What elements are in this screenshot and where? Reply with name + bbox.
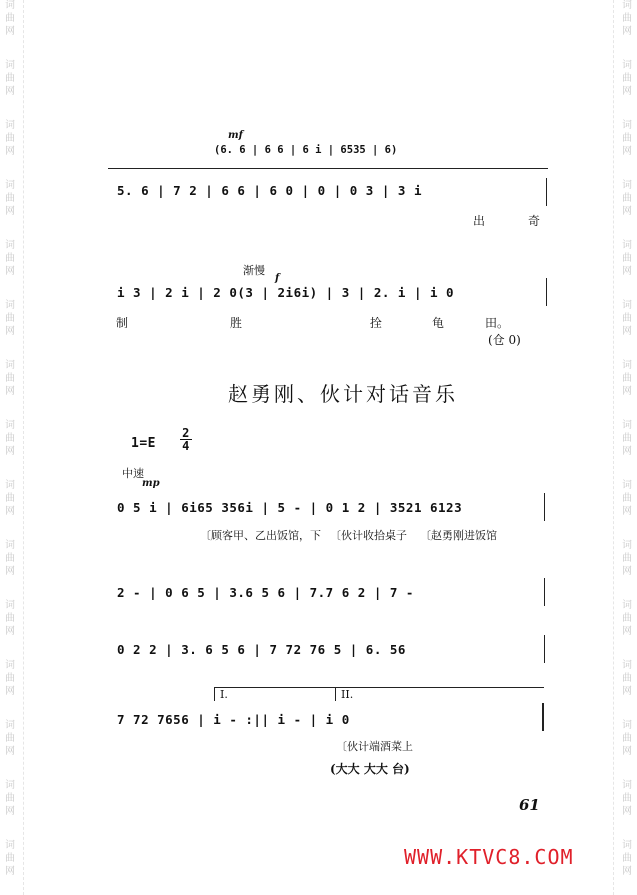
left-watermark-char: 网: [5, 26, 15, 37]
left-watermark-char: 曲: [5, 853, 15, 864]
time-signature: [180, 427, 192, 452]
right-watermark-char: 词: [622, 180, 632, 191]
key-signature: 1=E: [131, 436, 156, 451]
left-watermark-char: 网: [5, 866, 15, 877]
system1-cue-line: (6. 6 | 6 6 | 6 i | 6535 | 6): [214, 144, 398, 156]
system2-lyric-2: 胜: [230, 316, 243, 330]
system1-staff-line: [108, 168, 548, 169]
right-watermark-char: 曲: [622, 13, 632, 24]
right-watermark-char: 曲: [622, 73, 632, 84]
left-watermark-char: 网: [5, 446, 15, 457]
right-watermark-char: 网: [622, 566, 632, 577]
volta-1-start: [214, 687, 215, 701]
right-watermark-char: 词: [622, 120, 632, 131]
dynamic-mf: mf: [228, 130, 243, 141]
right-watermark-char: 曲: [622, 313, 632, 324]
left-margin-rule: [23, 0, 24, 895]
right-watermark-char: 曲: [622, 433, 632, 444]
right-watermark-char: 词: [622, 720, 632, 731]
left-watermark-char: 网: [5, 386, 15, 397]
right-watermark-char: 曲: [622, 793, 632, 804]
right-watermark-char: 曲: [622, 193, 632, 204]
right-watermark-char: 曲: [622, 553, 632, 564]
system1-end-barline: [546, 178, 547, 206]
system3-melody: 0 5 i | 6i65 356i | 5 - | 0 1 2 | 3521 6123: [117, 500, 463, 515]
system1-lyric-2: 奇: [528, 214, 541, 228]
right-watermark-char: 曲: [622, 493, 632, 504]
right-watermark-char: 曲: [622, 373, 632, 384]
left-watermark-char: 曲: [5, 733, 15, 744]
left-watermark-char: 网: [5, 506, 15, 517]
left-watermark-char: 网: [5, 566, 15, 577]
right-watermark-char: 网: [622, 746, 632, 757]
right-watermark-char: 网: [622, 206, 632, 217]
left-watermark-char: 网: [5, 686, 15, 697]
system1-melody: 5. 6 | 7 2 | 6 6 | 6 0 | 0 | 0 3 | 3 i: [117, 183, 422, 198]
system2-lyric-1: 制: [116, 316, 129, 330]
left-watermark-char: 词: [5, 660, 15, 671]
site-watermark: WWW.KTVC8.COM: [404, 845, 574, 869]
time-signature-bottom: 4: [180, 439, 192, 452]
left-watermark-column: [2, 0, 18, 895]
system5-end-barline: [544, 635, 545, 663]
right-watermark-char: 网: [622, 506, 632, 517]
left-watermark-char: 词: [5, 120, 15, 131]
left-watermark-char: 曲: [5, 313, 15, 324]
right-watermark-char: 网: [622, 266, 632, 277]
right-watermark-char: 网: [622, 386, 632, 397]
left-watermark-char: 网: [5, 206, 15, 217]
right-watermark-char: 网: [622, 86, 632, 97]
right-watermark-char: 网: [622, 446, 632, 457]
system6-melody: 7 72 7656 | i - :|| i - | i 0: [117, 712, 350, 727]
left-watermark-char: 曲: [5, 13, 15, 24]
system6-percussion: (大大 大大 台): [330, 762, 410, 776]
right-watermark-char: 词: [622, 0, 632, 11]
left-watermark-char: 词: [5, 60, 15, 71]
system2-percussion: (仓 0): [488, 333, 521, 347]
system3-end-barline: [544, 493, 545, 521]
left-watermark-char: 曲: [5, 493, 15, 504]
left-watermark-char: 曲: [5, 613, 15, 624]
left-watermark-char: 词: [5, 780, 15, 791]
page-number: 61: [519, 796, 540, 814]
right-watermark-char: 网: [622, 806, 632, 817]
right-watermark-char: 词: [622, 600, 632, 611]
stage-direction-3: 〔赵勇刚进饭馆: [420, 529, 497, 542]
left-watermark-char: 词: [5, 720, 15, 731]
system2-melody: i 3 | 2 i | 2 0(3 | 2i6i) | 3 | 2. i | i 0: [117, 285, 455, 300]
right-watermark-char: 词: [622, 420, 632, 431]
left-watermark-char: 曲: [5, 673, 15, 684]
left-watermark-char: 词: [5, 540, 15, 551]
system1-lyric-1: 出: [473, 214, 486, 228]
left-watermark-char: 词: [5, 600, 15, 611]
left-watermark-char: 词: [5, 360, 15, 371]
right-watermark-char: 词: [622, 840, 632, 851]
left-watermark-char: 网: [5, 626, 15, 637]
left-watermark-char: 曲: [5, 433, 15, 444]
right-watermark-char: 词: [622, 780, 632, 791]
right-watermark-char: 词: [622, 660, 632, 671]
tempo-mark-ritardando: 渐慢: [243, 264, 265, 277]
left-watermark-char: 曲: [5, 73, 15, 84]
right-watermark-char: 词: [622, 240, 632, 251]
right-watermark-char: 曲: [622, 613, 632, 624]
left-watermark-char: 曲: [5, 373, 15, 384]
right-watermark-char: 词: [622, 60, 632, 71]
right-watermark-char: 网: [622, 146, 632, 157]
dynamic-f: f: [275, 273, 280, 284]
system4-end-barline: [544, 578, 545, 606]
right-watermark-char: 词: [622, 480, 632, 491]
left-watermark-char: 网: [5, 146, 15, 157]
volta-ending-2: II.: [341, 688, 354, 701]
left-watermark-char: 网: [5, 86, 15, 97]
system2-end-barline: [546, 278, 547, 306]
left-watermark-char: 曲: [5, 253, 15, 264]
system2-lyric-4: 龟: [432, 316, 445, 330]
right-watermark-char: 网: [622, 866, 632, 877]
right-watermark-char: 曲: [622, 253, 632, 264]
right-watermark-char: 网: [622, 686, 632, 697]
stage-direction-4: 〔伙计端酒菜上: [336, 740, 413, 753]
tempo-marking: 中速: [122, 467, 144, 480]
right-watermark-char: 网: [622, 26, 632, 37]
system4-melody: 2 - | 0 6 5 | 3.6 5 6 | 7.7 6 2 | 7 -: [117, 585, 414, 600]
right-watermark-char: 网: [622, 626, 632, 637]
right-watermark-char: 词: [622, 540, 632, 551]
right-margin-rule: [613, 0, 614, 895]
right-watermark-char: 曲: [622, 733, 632, 744]
time-signature-top: 2: [182, 426, 190, 440]
left-watermark-char: 曲: [5, 133, 15, 144]
right-watermark-char: 词: [622, 300, 632, 311]
left-watermark-char: 词: [5, 420, 15, 431]
system2-lyric-3: 拴: [370, 316, 383, 330]
left-watermark-char: 网: [5, 746, 15, 757]
right-watermark-char: 曲: [622, 133, 632, 144]
volta-ending-1: I.: [220, 688, 228, 701]
left-watermark-char: 曲: [5, 193, 15, 204]
stage-direction-1: 〔顾客甲、乙出饭馆，下: [200, 529, 321, 542]
left-watermark-char: 词: [5, 240, 15, 251]
section-title: 赵勇刚、伙计对话音乐: [228, 382, 458, 406]
right-watermark-char: 曲: [622, 673, 632, 684]
left-watermark-char: 词: [5, 0, 15, 11]
final-barline: [542, 703, 544, 731]
left-watermark-char: 网: [5, 326, 15, 337]
right-watermark-char: 曲: [622, 853, 632, 864]
left-watermark-char: 网: [5, 806, 15, 817]
left-watermark-char: 曲: [5, 793, 15, 804]
left-watermark-char: 词: [5, 180, 15, 191]
left-watermark-char: 词: [5, 480, 15, 491]
system2-lyric-5: 田。: [485, 316, 510, 330]
right-watermark-char: 词: [622, 360, 632, 371]
left-watermark-char: 词: [5, 840, 15, 851]
stage-direction-2: 〔伙计收拾桌子: [330, 529, 407, 542]
volta-bracket-line: [214, 687, 544, 688]
left-watermark-char: 网: [5, 266, 15, 277]
volta-2-start: [335, 687, 336, 701]
left-watermark-char: 曲: [5, 553, 15, 564]
right-watermark-column: [619, 0, 635, 895]
left-watermark-char: 词: [5, 300, 15, 311]
right-watermark-char: 网: [622, 326, 632, 337]
dynamic-mp: mp: [142, 478, 160, 489]
system5-melody: 0 2 2 | 3. 6 5 6 | 7 72 76 5 | 6. 56: [117, 642, 406, 657]
